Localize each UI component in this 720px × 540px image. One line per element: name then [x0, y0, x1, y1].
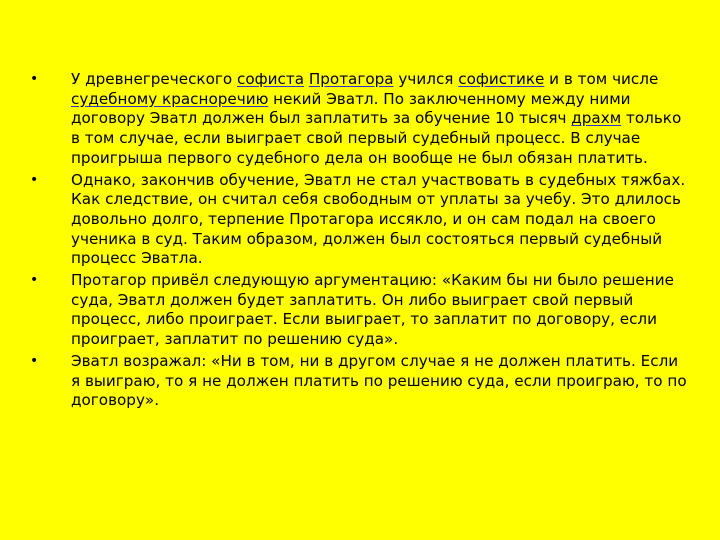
bullet-text: Однако, закончив обучение, Эватл не стал участвовать в судебных тяжбах. Как следствие, он считал себя свободным от уплаты за учебу. Это длилось довольно долго, терпение Протагора иссякло, и он сам подал на своего ученика в суд. Таким образом, должен был состояться первый судебный процесс Эватла.: [71, 170, 686, 268]
bullet-dot-icon: •: [30, 71, 39, 87]
bullet-item: [30, 352, 690, 411]
bullet-item: [30, 271, 690, 350]
bullet-list: [30, 70, 690, 413]
text-run: У древнегреческого: [71, 70, 237, 88]
bullet-text: Протагор привёл следующую аргументацию: «Каким бы ни было решение суда, Эватл должен будет заплатить. Он либо выиграет свой первый процесс, либо проиграет. Если выиграет, то заплатит по договору, если проиграет, заплатит по решению суда».: [71, 271, 674, 349]
text-run: только в том случае, если выиграет свой первый судебный процесс. В случае проигрыша первого судебного дела он вообще не был обязан платить.: [71, 109, 682, 167]
bullet-dot-icon: •: [30, 272, 39, 289]
text-run: и в том числе: [544, 70, 659, 88]
text-run: некий Эватл. По заключенному между ними договору Эватл должен был заплатить за обучение 10 тысяч: [71, 89, 631, 128]
bullet-item: [30, 70, 690, 169]
bullet-dot-icon: •: [30, 352, 39, 369]
bullet-text: Эватл возражал: «Ни в том, ни в другом случае я не должен платить. Если я выиграю, то я не должен платить по решению суда, если проиграю, то по договору».: [71, 351, 687, 410]
link-drachma[interactable]: драхм: [571, 109, 622, 128]
bullet-item: [30, 171, 690, 270]
link-protagoras[interactable]: Протагора: [308, 70, 394, 88]
text-run: учился: [393, 70, 459, 88]
bullet-text: [71, 70, 681, 167]
link-judicial-eloquence[interactable]: судебному красноречию: [71, 89, 269, 108]
link-sophistics[interactable]: софистике: [458, 70, 545, 88]
bullet-dot-icon: •: [30, 171, 39, 188]
link-sofist[interactable]: софиста: [237, 70, 305, 88]
